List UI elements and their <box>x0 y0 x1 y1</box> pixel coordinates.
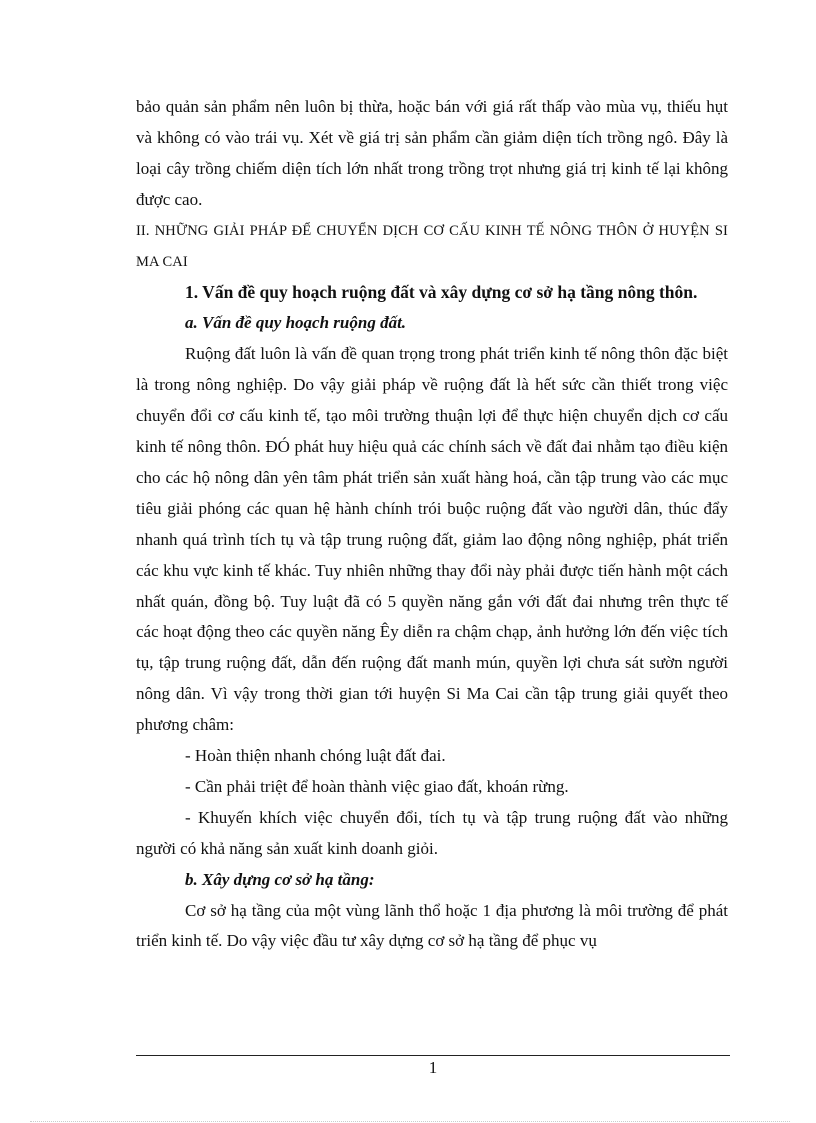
paragraph-infrastructure: Cơ sở hạ tầng của một vùng lãnh thổ hoặc 1 địa phương là môi trường để phát triển kinh tế. Do vậy việc đầu tư xây dựng cơ sở hạ tầng để phục vụ <box>136 900 728 951</box>
subsection-heading-b: b. Xây dựng cơ sở hạ tầng: <box>185 869 375 889</box>
paragraph-land-planning: Ruộng đất luôn là vấn đề quan trọng trong phát triển kinh tế nông thôn đặc biệt là trong nông nghiệp. Do vậy giải pháp về ruộng đất là hết sức cần thiết trong việc chuyển đổi cơ cấu kinh tế, tạo môi trường thuận lợi để thực hiện chuyển dịch cơ cấu kinh tế nông thôn. ĐÓ phát huy hiệu quả các chính sách về đất đai nhằm tạo điều kiện cho các hộ nông dân yên tâm phát triển sản xuất hàng hoá, cần tập trung vào các mục tiêu giải phóng các quan hệ hành chính trói buộc ruộng đất vào người dân, thúc đẩy nhanh quá trình tích tụ và tập trung ruộng đất, giảm lao động nông nghiệp, phát triển các khu vực kinh tế khác. Tuy nhiên những thay đổi này phải được tiến hành một cách nhất quán, đồng bộ. Tuy luật đã có 5 quyền năng gắn với đất đai nhưng trên thực tế các hoạt động theo các quyền năng Êy diễn ra chậm chạp, ảnh hưởng lớn đến việc tích tụ, tập trung ruộng đất, dẫn đến ruộng đất manh mún, quyền lợi chưa sát sườn người nông dân. Vì vậy trong thời gian tới huyện Si Ma Cai cần tập trung giải quyết theo phương châm: <box>136 344 728 735</box>
page-number: 1 <box>428 1058 438 1077</box>
list-item-land-allocation: - Cần phải triệt để hoàn thành việc giao đất, khoán rừng. <box>185 776 569 796</box>
footer-divider <box>136 1055 730 1056</box>
page-bottom-border <box>30 1121 790 1122</box>
section-heading-ii: II. NHỮNG GIẢI PHÁP ĐỂ CHUYỂN DỊCH CƠ CẤU KINH TẾ NÔNG THÔN Ở HUYỆN SI MA CAI <box>136 222 728 270</box>
subsection-heading-1: 1. Vấn đề quy hoạch ruộng đất và xây dựng cơ sở hạ tầng nông thôn. <box>185 282 698 303</box>
list-item-land-law: - Hoàn thiện nhanh chóng luật đất đai. <box>185 746 446 766</box>
list-item-land-consolidation: - Khuyến khích việc chuyển đổi, tích tụ và tập trung ruộng đất vào những người có khả năng sản xuất kinh doanh giỏi. <box>136 807 728 858</box>
page-body <box>136 92 728 957</box>
subsection-heading-a: a. Vấn đề quy hoạch ruộng đất. <box>185 313 407 333</box>
paragraph-continuation: bảo quản sản phẩm nên luôn bị thừa, hoặc bán với giá rất thấp vào mùa vụ, thiếu hụt và không có vào trái vụ. Xét về giá trị sản phẩm cần giảm diện tích trồng ngô. Đây là loại cây trồng chiếm diện tích lớn nhất trong trồng trọt nhưng giá trị kinh tế lại không được cao. <box>136 97 728 209</box>
